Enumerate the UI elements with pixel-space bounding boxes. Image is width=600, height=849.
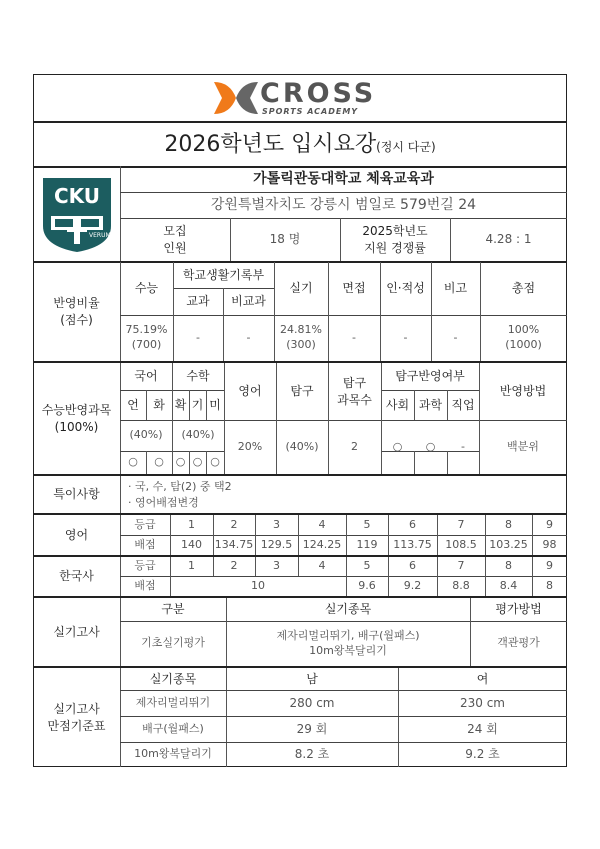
method: 백분위 (507, 439, 539, 453)
i-mark-2: - (461, 439, 465, 453)
ratio-v-interview: - (352, 330, 356, 344)
ratio-h-practical: 실기 (289, 281, 313, 296)
k-sub-1: 화 (153, 397, 165, 412)
suneung-h-inq-reflect: 탐구반영여부 (395, 369, 465, 384)
k-sub-0: 언 (127, 397, 139, 412)
m-mark-0: ○ (175, 455, 186, 469)
english-grade: 8 (505, 517, 512, 531)
standard-female: 230 cm (459, 695, 505, 710)
ratio-h-other: 비고 (443, 281, 468, 296)
ratio-v-nonsubj: - (246, 330, 251, 344)
history-score-merged: 10 (251, 578, 265, 592)
i-sub-2: 직업 (451, 397, 475, 412)
english-score: 134.75 (214, 537, 254, 551)
standard-female: 24 회 (467, 721, 498, 736)
divider (120, 476, 121, 513)
ratio-v-suneung: 75.19% (700) (125, 323, 168, 351)
ratio-v-total: 100% (1000) (505, 323, 542, 351)
english-grade: 5 (363, 517, 371, 531)
emblem-text: CKU (53, 184, 101, 208)
history-label: 한국사 (59, 569, 94, 584)
ratio-h-subj: 교과 (186, 294, 210, 309)
ratio-v-subj: - (196, 330, 200, 344)
ratio-h-suneung: 수능 (134, 281, 159, 296)
special-line: · 국, 수, 탐(2) 중 택2 (128, 480, 232, 493)
practical-items: 제자리멀리뛰기, 배구(월패스) 10m왕복달리기 (276, 628, 420, 657)
standard-h-male: 남 (306, 671, 318, 686)
standard-h-female: 여 (476, 671, 489, 686)
i-sub-0: 사회 (385, 397, 410, 412)
univ-address: 강원특별자치도 강릉시 범일로 579번길 24 (210, 196, 477, 213)
history-score: 8.8 (452, 578, 470, 592)
history-score: 9.2 (403, 578, 422, 592)
history-grade: 6 (409, 559, 416, 573)
i-mark-1: ○ (425, 439, 436, 453)
english-score: 113.75 (393, 537, 432, 551)
logo-sub: SPORTS ACADEMY (262, 107, 359, 116)
ratio-v-aptitude: - (403, 330, 408, 344)
english-grade: 7 (457, 517, 465, 531)
english-grade: 1 (188, 517, 195, 531)
suneung-h-inquiry: 탐구 (290, 384, 314, 399)
english-label: 영어 (64, 527, 89, 542)
english-grade: 2 (230, 517, 238, 531)
k-pct: (40%) (129, 428, 163, 442)
english-score: 108.5 (445, 537, 477, 551)
special-label: 특이사항 (53, 487, 100, 502)
english-grade-label: 등급 (134, 517, 156, 531)
english-score: 119 (356, 537, 378, 551)
practical-h-eval: 평가방법 (495, 602, 542, 617)
history-grade: 2 (230, 559, 238, 573)
recruit-label: 모집 인원 (163, 224, 187, 255)
inq-count: 2 (351, 439, 358, 453)
i-sub-1: 과학 (418, 397, 443, 412)
history-grade: 9 (546, 559, 553, 573)
history-score-label: 배점 (134, 578, 156, 592)
english-grade: 4 (318, 517, 326, 531)
history-grade: 8 (505, 559, 512, 573)
m-sub-0: 확 (174, 397, 187, 412)
suneung-h-english: 영어 (238, 384, 262, 399)
title-main: 2026학년도 입시요강 (164, 131, 377, 157)
history-grade: 4 (318, 559, 326, 573)
special-line: · 영어배점변경 (128, 496, 199, 509)
ratio-label: 반영비율 (점수) (53, 296, 100, 327)
special-notes (128, 479, 232, 511)
recruit-value: 18 명 (269, 232, 301, 247)
cross-logo (210, 78, 390, 118)
english-score-label: 배점 (134, 537, 156, 551)
k-mark-1: ○ (154, 455, 164, 469)
english-score: 129.5 (260, 537, 293, 551)
suneung-h-inq-count: 탐구 과목수 (337, 376, 372, 407)
ratio-h-aptitude: 인·적성 (386, 281, 425, 296)
standard-female: 9.2 초 (465, 747, 500, 762)
english-grade: 9 (546, 517, 553, 531)
practical-h-div: 구분 (161, 602, 185, 617)
history-score: 9.6 (358, 578, 376, 592)
history-grade: 3 (273, 559, 280, 573)
english-score: 98 (542, 537, 557, 551)
suneung-label: 수능반영과목 (100%) (41, 403, 112, 434)
ratio-h-record: 학교생활기록부 (182, 267, 265, 282)
suneung-h-method: 반영방법 (499, 384, 547, 399)
standard-male: 29 회 (296, 721, 328, 736)
m-pct: (40%) (181, 428, 215, 442)
standard-label: 실기고사 만점기준표 (47, 702, 106, 733)
standard-item: 배구(월패스) (142, 721, 204, 735)
m-sub-1: 기 (191, 397, 204, 412)
history-grade: 5 (363, 559, 371, 573)
english-score: 124.25 (302, 537, 342, 551)
practical-label: 실기고사 (53, 624, 100, 639)
practical-div: 기초실기평가 (141, 636, 205, 650)
logo-word: CROSS (260, 78, 377, 109)
standard-item: 제자리멀리뛰기 (135, 695, 211, 709)
ratio-h-nonsubj: 비교과 (231, 294, 266, 309)
ratio-v-practical: 24.81% (300) (280, 323, 322, 351)
emblem-side: VERUM (89, 232, 111, 239)
suneung-h-math: 수학 (186, 369, 210, 384)
english-grade: 3 (273, 517, 280, 531)
page-title (33, 123, 567, 166)
standard-male: 8.2 초 (294, 747, 330, 762)
competition-label: 2025학년도 지원 경쟁률 (362, 224, 428, 255)
cross-logo-icon (210, 78, 262, 118)
i-mark-0: ○ (392, 439, 403, 453)
k-mark-0: ○ (128, 455, 138, 469)
standard-item: 10m왕복달리기 (134, 747, 212, 761)
history-grade-label: 등급 (134, 559, 156, 573)
history-score: 8 (546, 578, 553, 592)
english-score: 103.25 (489, 537, 528, 551)
english-score: 140 (181, 537, 202, 551)
i-pct: (40%) (285, 439, 319, 453)
standard-h-item: 실기종목 (149, 671, 197, 686)
ratio-v-other: - (453, 330, 458, 344)
competition-value: 4.28 : 1 (485, 232, 532, 247)
practical-h-items: 실기종목 (324, 602, 372, 617)
title-sub: (정시 다군) (376, 140, 436, 155)
m-mark-1: ○ (192, 455, 203, 469)
univ-name: 가톨릭관동대학교 체육교육과 (253, 170, 434, 187)
cku-emblem (41, 176, 113, 254)
practical-eval: 객관평가 (497, 636, 540, 650)
standard-male: 280 cm (289, 695, 335, 710)
m-sub-2: 미 (209, 397, 221, 412)
history-grade: 7 (457, 559, 465, 573)
ratio-h-interview: 면접 (342, 281, 366, 296)
e-pct: 20% (237, 439, 263, 453)
history-grade: 1 (188, 559, 195, 573)
m-mark-2: ○ (210, 455, 220, 469)
suneung-h-korean: 국어 (134, 369, 158, 384)
history-score: 8.4 (499, 578, 518, 592)
english-grade: 6 (409, 517, 416, 531)
ratio-h-total: 총점 (511, 281, 536, 296)
